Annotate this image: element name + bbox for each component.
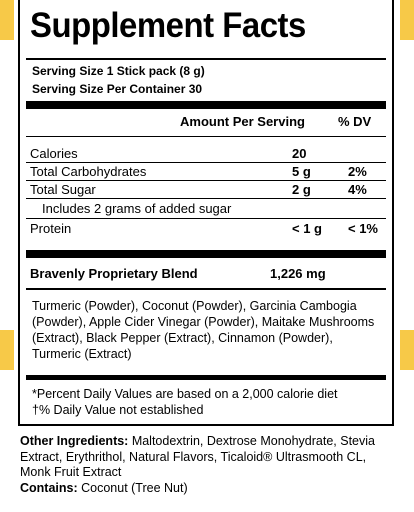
nutrient-row-calories bbox=[26, 145, 386, 162]
nutrient-label: Total Sugar bbox=[30, 182, 96, 197]
accent-stripe-top-right bbox=[400, 0, 414, 40]
accent-stripe-mid-left bbox=[0, 330, 14, 370]
nutrient-row-sugar bbox=[26, 181, 386, 198]
footnote-not-established: †% Daily Value not established bbox=[32, 403, 204, 417]
divider-under-title bbox=[26, 58, 386, 60]
nutrient-amount: 2 g bbox=[292, 182, 311, 197]
thick-divider-footnotes bbox=[26, 375, 386, 380]
row-divider bbox=[26, 198, 386, 199]
nutrient-dv: 4% bbox=[348, 182, 367, 197]
servings-per-container: Serving Size Per Container 30 bbox=[32, 82, 203, 96]
nutrient-row-protein bbox=[26, 220, 386, 237]
blend-amount: 1,226 mg bbox=[270, 266, 326, 281]
header-percent-dv: % DV bbox=[338, 114, 372, 129]
nutrient-label: Total Carbohydrates bbox=[30, 164, 147, 179]
divider-under-header bbox=[26, 136, 386, 137]
other-ingredients-label: Other Ingredients: bbox=[20, 434, 129, 448]
accent-stripe-mid-right bbox=[400, 330, 414, 370]
nutrient-row-added-sugar bbox=[26, 200, 386, 217]
panel-title: Supplement Facts bbox=[30, 6, 306, 45]
blend-ingredients: Turmeric (Powder), Coconut (Powder), Garcinia Cambogia (Powder), Apple Cider Vinegar (Powder), Maitake Mushrooms (Extract), Black Pepper (Extract), Cinnamon (Powder), Turmeric (Extract) bbox=[32, 299, 375, 361]
nutrient-amount: 20 bbox=[292, 146, 307, 161]
accent-stripe-top-left bbox=[0, 0, 14, 40]
contains-label: Contains: bbox=[20, 480, 78, 495]
nutrient-label: Protein bbox=[30, 221, 72, 236]
nutrient-label: Calories bbox=[30, 146, 78, 161]
row-divider bbox=[26, 218, 386, 219]
supplement-facts-panel bbox=[18, 0, 394, 426]
header-amount-per-serving: Amount Per Serving bbox=[180, 114, 305, 129]
other-ingredients-text: Maltodextrin, Dextrose Monohydrate, Stevia Extract, Erythrithol, Natural Flavors, Ticaloid® Ultrasmooth CL, Monk Fruit Extract bbox=[20, 434, 375, 479]
nutrient-label: Includes 2 grams of added sugar bbox=[42, 201, 232, 216]
nutrient-dv: < 1% bbox=[348, 221, 378, 236]
nutrient-amount: 5 g bbox=[292, 164, 311, 179]
divider-under-blend bbox=[26, 288, 386, 290]
thick-divider-top bbox=[26, 101, 386, 109]
nutrient-row-carbohydrates bbox=[26, 163, 386, 180]
contains-text: Coconut (Tree Nut) bbox=[77, 480, 188, 495]
blend-name: Bravenly Proprietary Blend bbox=[30, 266, 198, 281]
nutrient-dv: 2% bbox=[348, 164, 367, 179]
other-ingredients-block bbox=[20, 434, 396, 496]
nutrient-amount: < 1 g bbox=[292, 221, 322, 236]
thick-divider-blend bbox=[26, 250, 386, 258]
serving-size: Serving Size 1 Stick pack (8 g) bbox=[32, 64, 205, 78]
footnote-daily-values: *Percent Daily Values are based on a 2,000 calorie diet bbox=[32, 387, 338, 401]
